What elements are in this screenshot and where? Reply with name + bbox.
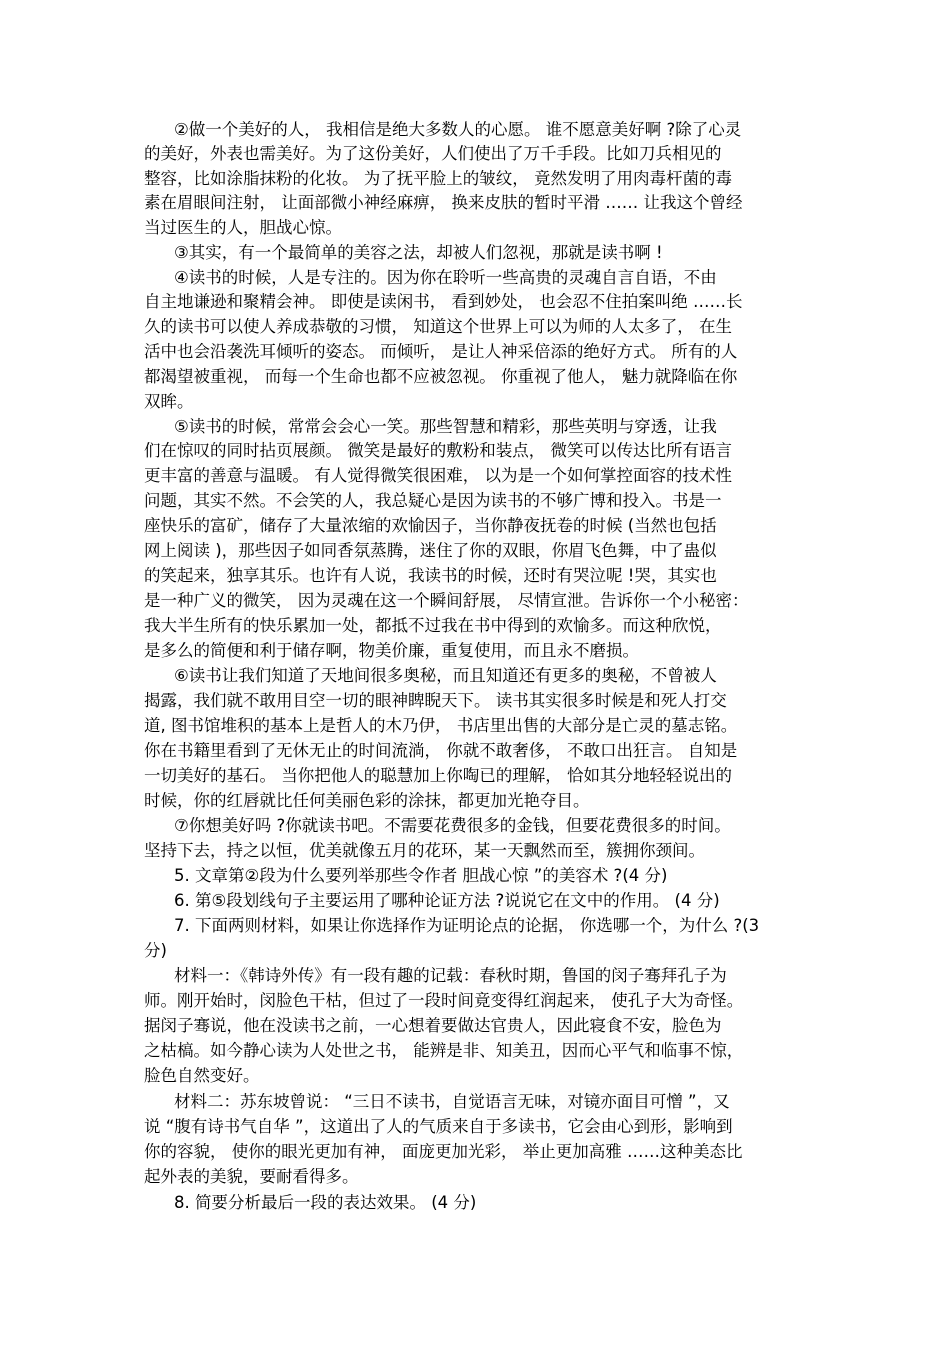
text-line: 自主地谦逊和聚精会神。 即使是读闲书， 看到妙处， 也会忍不住拍案叫绝 ……长 [144,292,743,311]
text-line: 的笑起来，独享其乐。也许有人说，我读书的时候，还时有哭泣呢 !哭，其实也 [144,566,717,585]
text-line: ③其实，有一个最简单的美容之法，却被人们忽视，那就是读书啊 ! [174,243,663,262]
material-two: 材料二：苏东坡曾说： “三日不读书，自觉语言无味，对镜亦面目可憎 ”，又 [174,1092,730,1111]
text-line: ⑥读书让我们知道了天地间很多奥秘，而且知道还有更多的奥秘，不曾被人 [174,666,717,685]
text-line: 据闵子骞说，他在没读书之前，一心想着要做达官贵人，因此寝食不安，脸色为 [144,1016,722,1035]
material-one: 材料一：《韩诗外传》有一段有趣的记载：春秋时期，鲁国的闵子骞拜孔子为 [174,966,727,985]
text-line: 揭露，我们就不敢用目空一切的眼神睥睨天下。 读书其实很多时候是和死人打交 [144,691,727,710]
text-line: 当过医生的人，胆战心惊。 [144,218,342,237]
text-line: 活中也会沿袭洗耳倾听的姿态。 而倾听， 是让人神采倍添的绝好方式。 所有的人 [144,342,738,361]
question-8: 8. 简要分析最后一段的表达效果。 (4 分) [174,1193,477,1212]
text-line: 师。刚开始时，闵脸色干枯，但过了一段时间竟变得红润起来， 使孔子大为奇怪。 [144,991,744,1010]
text-line: 久的读书可以使人养成恭敬的习惯， 知道这个世界上可以为师的人太多了， 在生 [144,317,732,336]
text-line: 座快乐的富矿，储存了大量浓缩的欢愉因子，当你静夜抚卷的时候 (当然也包括 [144,516,717,535]
text-line: 一切美好的基石。 当你把他人的聪慧加上你啕已的理解， 恰如其分地轻轻说出的 [144,766,732,785]
text-line: 时候，你的红唇就比任何美丽色彩的涂抹，都更加光艳夺目。 [144,791,590,810]
text-line: 们在惊叹的同时拈页展颜。 微笑是最好的敷粉和装点， 微笑可以传达比所有语言 [144,441,732,460]
text-line: 分) [144,941,167,960]
text-line: 双眸。 [144,392,194,411]
text-line: 素在眉眼间注射， 让面部微小神经麻痹， 换来皮肤的暂时平滑 …… 让我这个曾经 [144,193,743,212]
text-line: 你的容貌， 使你的眼光更加有神， 面庞更加光彩， 举止更加高雅 ……这种美态比 [144,1142,743,1161]
text-line: 起外表的美貌，要耐看得多。 [144,1167,359,1186]
text-line: 说 “腹有诗书气自华 ”，这道出了人的气质来自于多读书，它会由心到形，影响到 [144,1117,733,1136]
text-line: 整容，比如涂脂抹粉的化妆。 为了抚平脸上的皱纹， 竟然发明了用肉毒杆菌的毒 [144,169,732,188]
text-line: 脸色自然变好。 [144,1066,260,1085]
text-line: 的美好，外表也需美好。为了这份美好，人们使出了万千手段。比如刀兵相见的 [144,144,722,163]
text-line: ②做一个美好的人， 我相信是绝大多数人的心愿。 谁不愿意美好啊 ?除了心灵 [174,120,742,139]
text-line: 都渴望被重视， 而每一个生命也都不应被忽视。 你重视了他人， 魅力就降临在你 [144,367,738,386]
text-line: 你在书籍里看到了无休无止的时间流淌， 你就不敢奢侈， 不敢口出狂言。 自知是 [144,741,738,760]
text-line: 我大半生所有的快乐累加一处，都抵不过我在书中得到的欢愉多。而这种欣悦， [144,616,722,635]
text-line: 之枯槁。如今静心读为人处世之书， 能辨是非、知美丑，因而心平气和临事不惊， [144,1041,744,1060]
text-line: ④读书的时候，人是专注的。因为你在聆听一些高贵的灵魂自言自语，不由 [174,268,717,287]
text-line: ⑤读书的时候，常常会会心一笑。那些智慧和精彩，那些英明与穿透，让我 [174,417,717,436]
text-line: 道, 图书馆堆积的基本上是哲人的木乃伊， 书店里出售的大部分是亡灵的墓志铭。 [144,716,738,735]
question-6: 6. 第⑤段划线句子主要运用了哪种论证方法 ?说说它在文中的作用。 (4 分) [174,891,720,910]
text-line: 坚持下去，持之以恒，优美就像五月的花环，某一天飘然而至，簇拥你颈间。 [144,841,705,860]
text-line: 更丰富的善意与温暖。 有人觉得微笑很困难， 以为是一个如何掌控面容的技术性 [144,466,732,485]
question-7: 7. 下面两则材料，如果让你选择作为证明论点的论据， 你选哪一个，为什么 ?(3 [174,916,760,935]
text-line: 网上阅读 )，那些因子如同香氛蒸腾，迷住了你的双眼，你眉飞色舞，中了蛊似 [144,541,717,560]
text-line: 问题，其实不然。不会笑的人，我总疑心是因为读书的不够广博和投入。书是一 [144,491,722,510]
text-line: 是多么的简便和利于储存啊，物美价廉，重复使用，而且永不磨损。 [144,641,639,660]
question-5: 5. 文章第②段为什么要列举那些令作者 胆战心惊 ”的美容术 ?(4 分) [174,866,668,885]
text-line: 是一种广义的微笑， 因为灵魂在这一个瞬间舒展， 尽情宣泄。告诉你一个小秘密： [144,591,749,610]
text-line: ⑦你想美好吗 ?你就读书吧。不需要花费很多的金钱，但要花费很多的时间。 [174,816,731,835]
